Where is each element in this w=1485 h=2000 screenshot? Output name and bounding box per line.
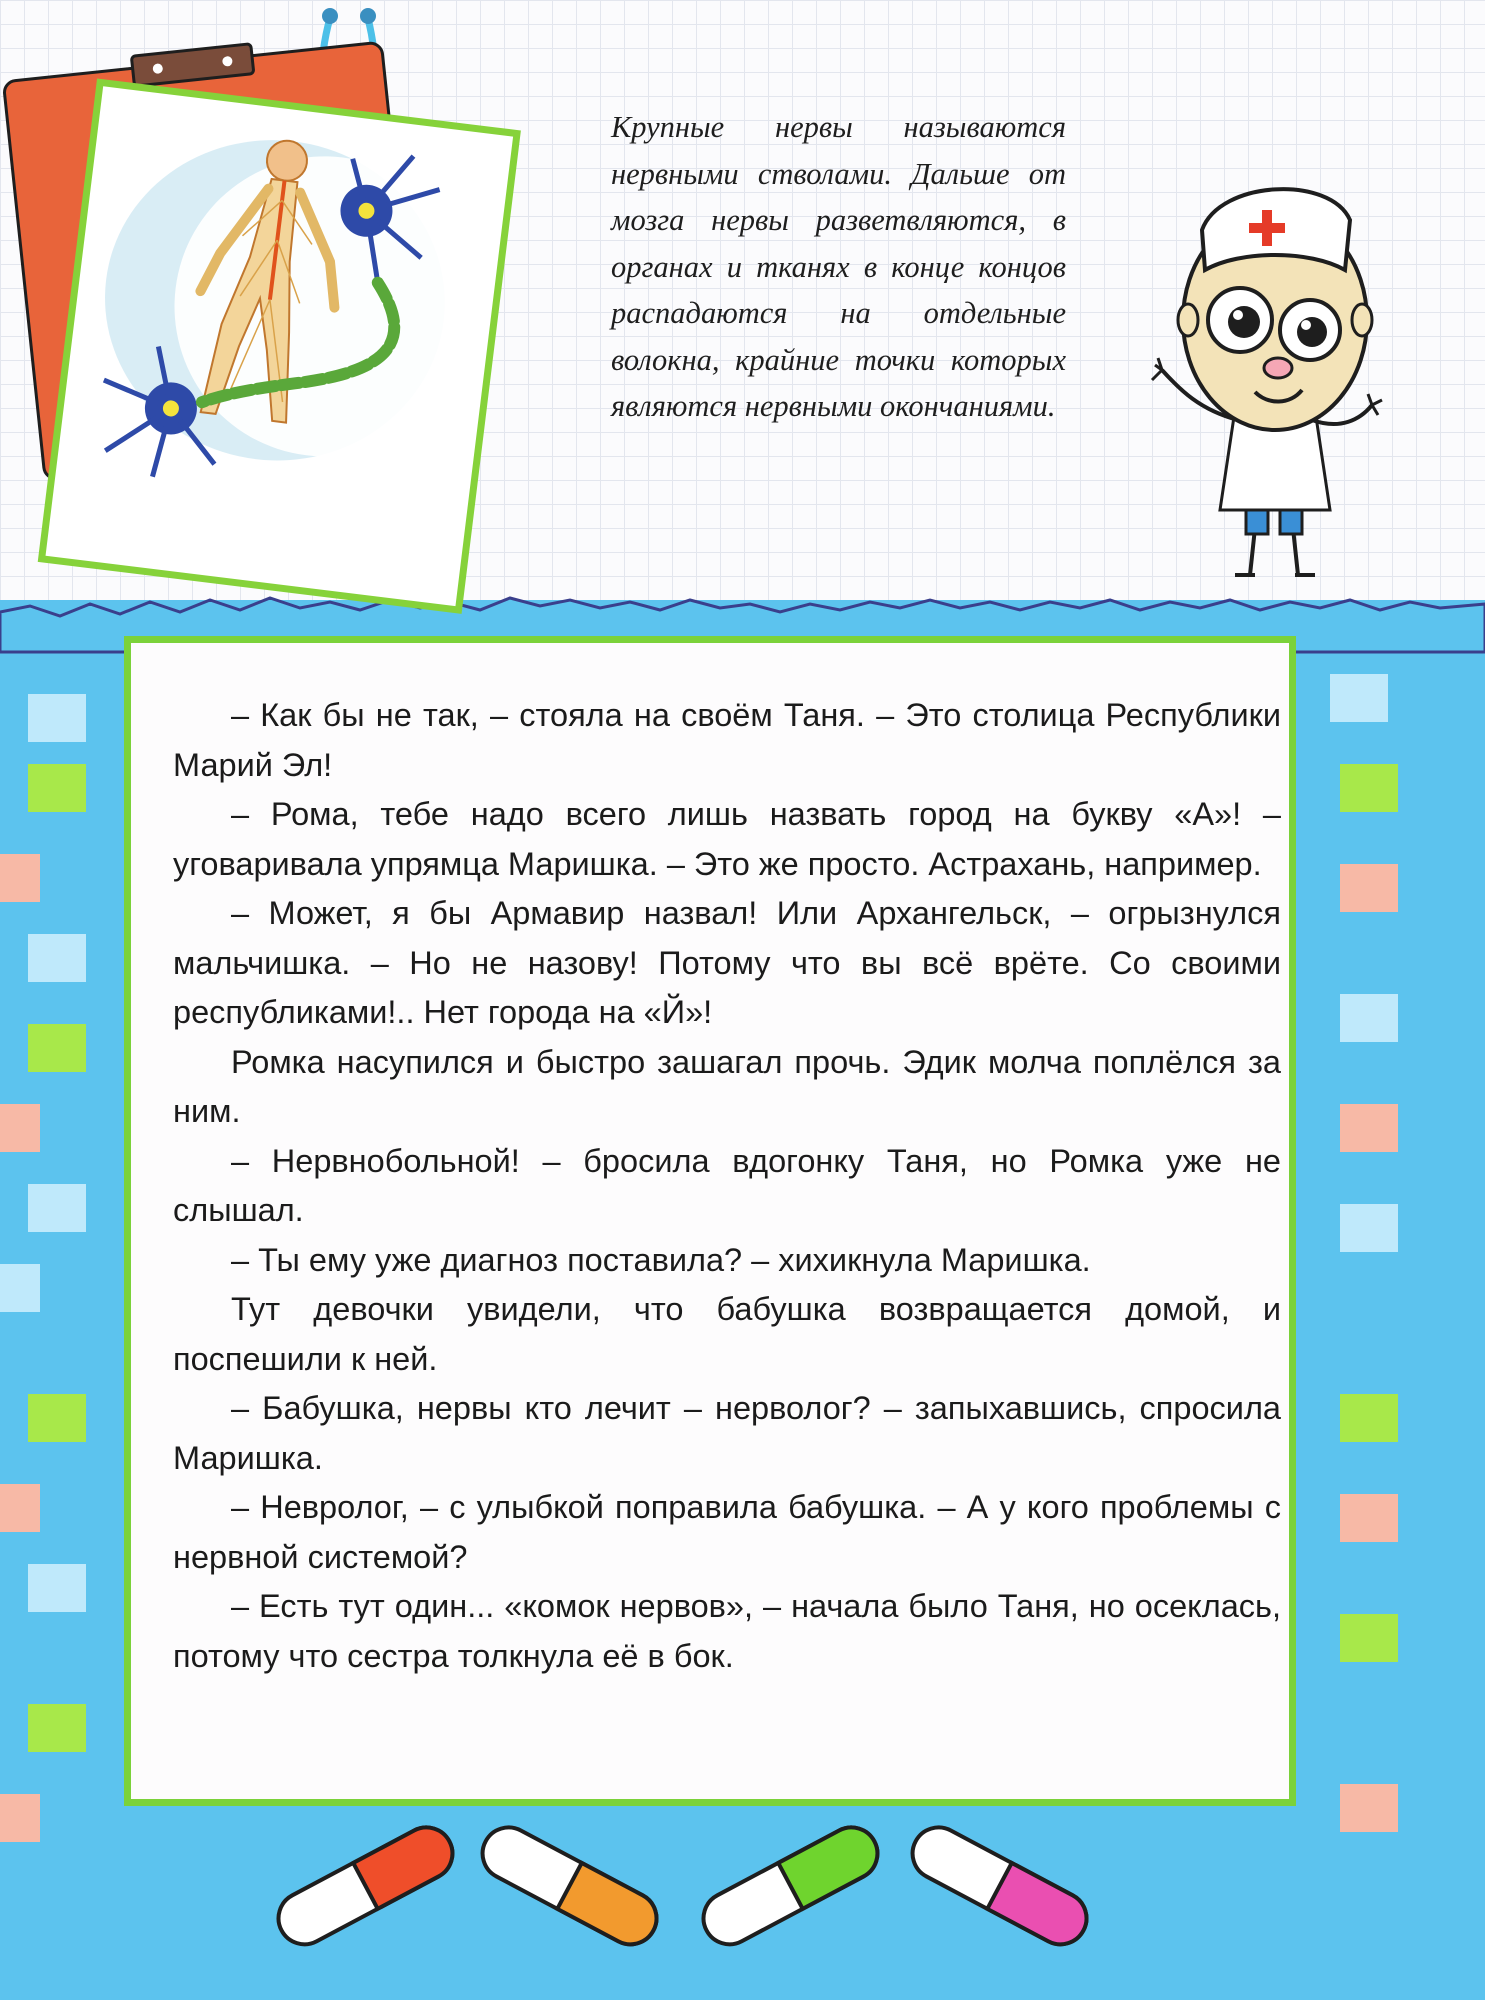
story-paragraph: – Может, я бы Армавир назвал! Или Архангельск, – огрызнулся мальчишка. – Но не назову! Потому что вы всё врёте. Со своими республиками!.. Нет города на «Й»!: [173, 895, 1281, 1030]
story-paragraph: Тут девочки увидели, что бабушка возвращается домой, и поспешили к ней.: [173, 1291, 1281, 1377]
decor-square: [1340, 994, 1398, 1042]
decor-square: [28, 1024, 86, 1072]
decor-square: [1340, 764, 1398, 812]
decor-square: [28, 1564, 86, 1612]
pill-green-icon: [694, 1818, 886, 1953]
story-text: [173, 691, 1281, 1681]
story-paragraph: – Как бы не так, – стояла на своём Таня. – Это столица Республики Марий Эл!: [173, 697, 1281, 783]
pills-row: [240, 1790, 1340, 1990]
story-paragraph: – Нервнобольной! – бросила вдогонку Таня, но Ромка уже не слышал.: [173, 1142, 1281, 1228]
decor-square: [1340, 864, 1398, 912]
pill-orange-icon: [473, 1818, 665, 1953]
story-paragraph: – Рома, тебе надо всего лишь назвать город на букву «А»! – уговаривала упрямца Маришка. – Это же просто. Астрахань, например.: [173, 796, 1281, 882]
story-paragraph: – Бабушка, нервы кто лечит – нерволог? – запыхавшись, спросила Маришка.: [173, 1390, 1281, 1476]
decor-square: [0, 1104, 40, 1152]
pill-red-icon: [269, 1818, 461, 1953]
nervous-system-illustration: [0, 0, 520, 640]
story-paragraph: – Есть тут один... «комок нервов», – начала было Таня, но осеклась, потому что сестра толкнула её в бок.: [173, 1588, 1281, 1674]
decor-square: [1340, 1494, 1398, 1542]
story-panel: [124, 636, 1296, 1806]
decor-square: [0, 1264, 40, 1312]
doctor-mascot-icon: [1150, 170, 1390, 590]
decor-square: [28, 694, 86, 742]
story-paragraph: – Ты ему уже диагноз поставила? – хихикнула Маришка.: [231, 1241, 1091, 1278]
decor-square: [28, 764, 86, 812]
decor-square: [28, 1184, 86, 1232]
note-text: [611, 104, 1066, 430]
decor-square: [0, 854, 40, 902]
decor-square: [1340, 1784, 1398, 1832]
decor-square: [28, 1394, 86, 1442]
story-paragraph: – Невролог, – с улыбкой поправила бабушка. – А у кого проблемы с нервной системой?: [173, 1489, 1281, 1575]
decor-square: [1340, 1614, 1398, 1662]
decor-square: [1330, 674, 1388, 722]
decor-square: [28, 934, 86, 982]
pill-pink-icon: [903, 1818, 1095, 1953]
decor-square: [0, 1794, 40, 1842]
decor-square: [28, 1704, 86, 1752]
decor-square: [1340, 1204, 1398, 1252]
note-paragraph: Крупные нервы называются нервными стволами. Дальше от мозга нервы разветвляются, в органах и тканях в конце концов распадаются на отдельные волокна, крайние точки которых являются нервными окончаниями.: [611, 110, 1066, 423]
decor-square: [1340, 1394, 1398, 1442]
decor-square: [1340, 1104, 1398, 1152]
story-paragraph: Ромка насупился и быстро зашагал прочь. Эдик молча поплёлся за ним.: [173, 1043, 1281, 1129]
decor-square: [0, 1484, 40, 1532]
